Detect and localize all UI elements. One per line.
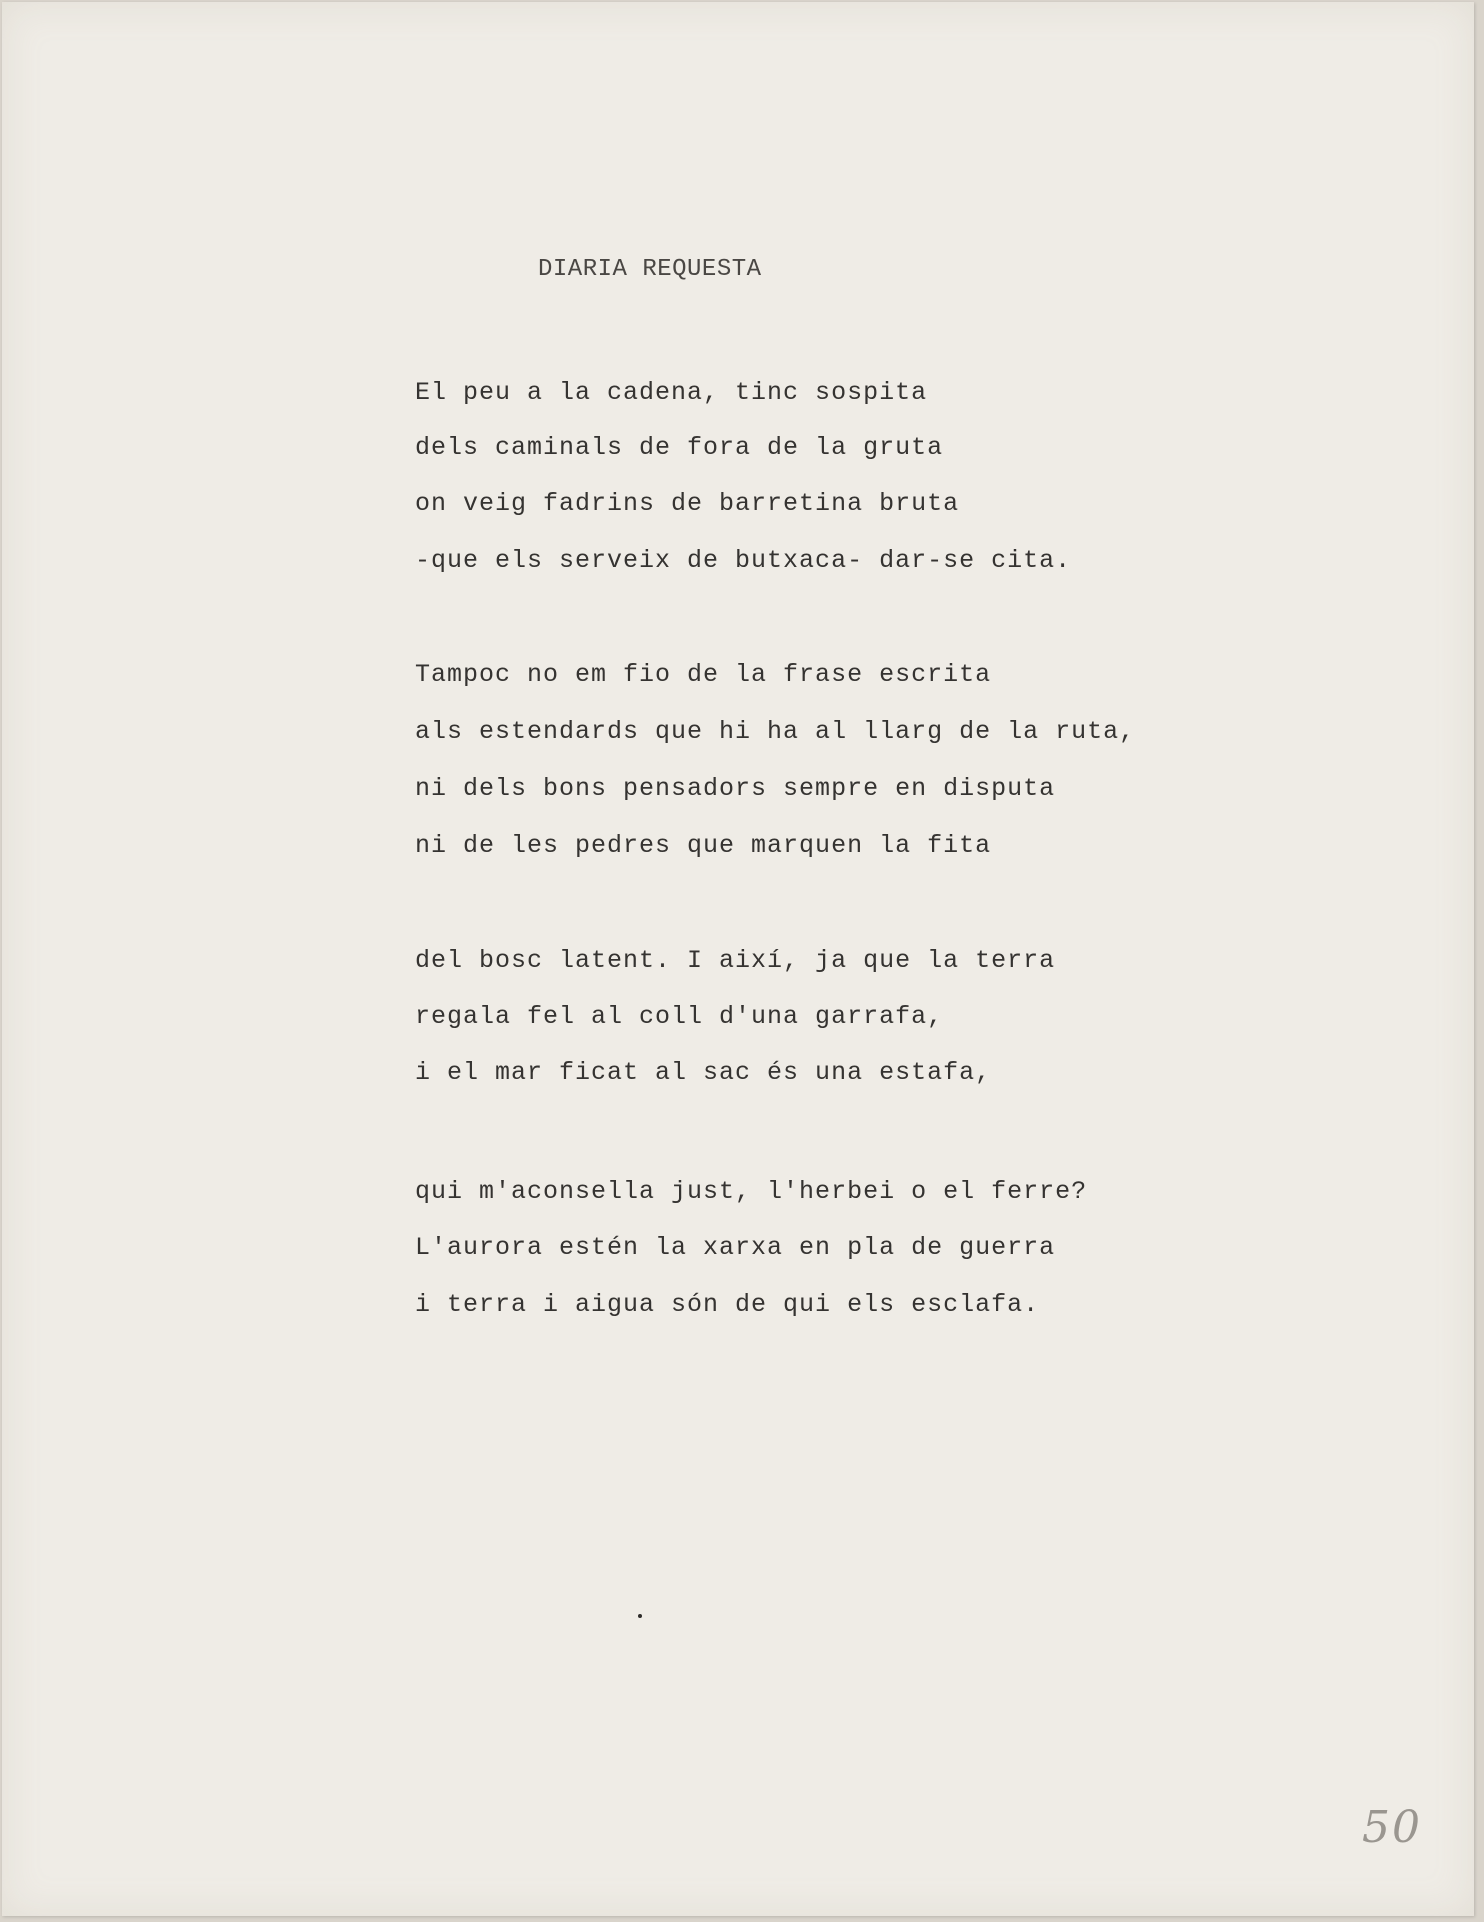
poem-line: L'aurora estén la xarxa en pla de guerra — [415, 1233, 1056, 1262]
poem-line: -que els serveix de butxaca- dar-se cita. — [415, 546, 1072, 575]
page-number: 50 — [1362, 1802, 1422, 1853]
poem-line: i el mar ficat al sac és una estafa, — [415, 1058, 992, 1087]
poem-line: dels caminals de fora de la gruta — [415, 433, 944, 462]
poem-line: on veig fadrins de barretina bruta — [415, 489, 960, 518]
poem-line: i terra i aigua són de qui els esclafa. — [415, 1290, 1040, 1319]
poem-line: del bosc latent. I així, ja que la terra — [415, 946, 1056, 975]
ink-speck — [638, 1614, 642, 1618]
poem-line: ni dels bons pensadors sempre en disputa — [415, 774, 1056, 803]
poem-line: ni de les pedres que marquen la fita — [415, 831, 992, 860]
document-page — [2, 2, 1474, 1916]
poem-line: als estendards que hi ha al llarg de la ruta, — [415, 717, 1136, 746]
poem-line: Tampoc no em fio de la frase escrita — [415, 660, 992, 689]
poem-title: DIARIA REQUESTA — [538, 256, 762, 283]
poem-line: El peu a la cadena, tinc sospita — [415, 378, 928, 407]
poem-line: qui m'aconsella just, l'herbei o el ferre? — [415, 1177, 1088, 1206]
poem-line: regala fel al coll d'una garrafa, — [415, 1002, 944, 1031]
